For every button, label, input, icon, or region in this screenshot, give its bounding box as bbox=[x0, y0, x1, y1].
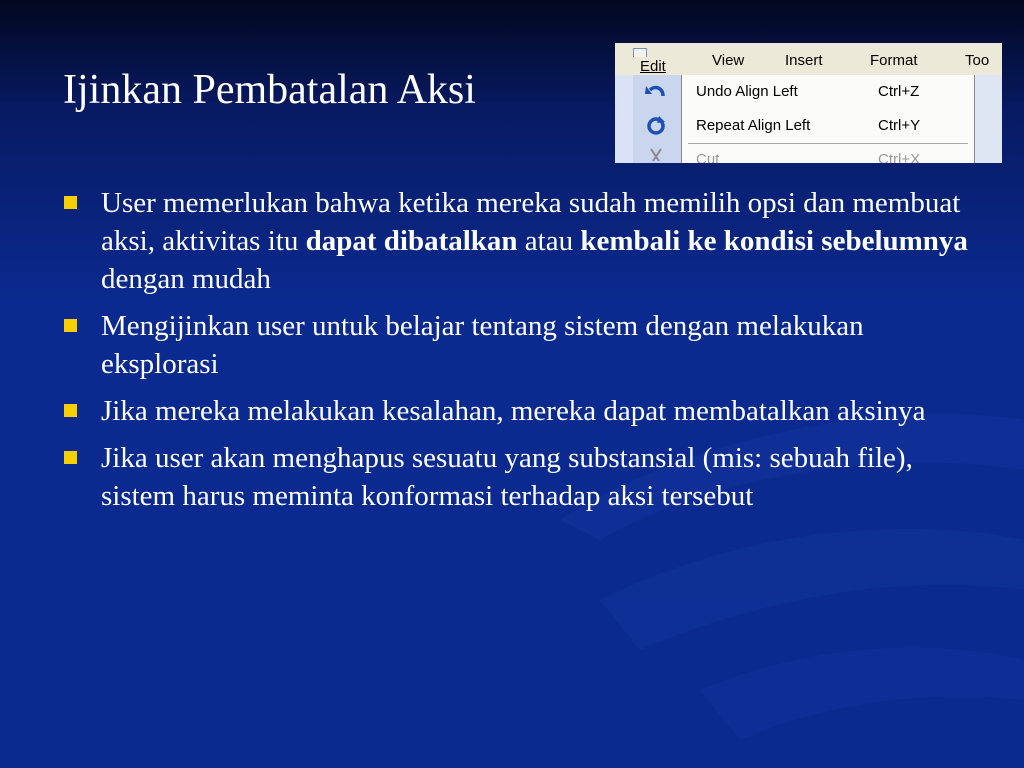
square-bullet-icon bbox=[64, 196, 77, 209]
menu-item-cut: Cut Ctrl+X bbox=[696, 151, 921, 163]
menu-edit: Edit bbox=[633, 48, 647, 57]
square-bullet-icon bbox=[64, 404, 77, 417]
menu-item-undo: Undo Align Left Ctrl+Z bbox=[696, 83, 920, 100]
edit-menu-dropdown bbox=[681, 75, 975, 163]
bullet-item: Mengijinkan user untuk belajar tentang sistem dengan melakukan eksplorasi bbox=[64, 307, 974, 383]
menu-tools: Too bbox=[965, 52, 990, 69]
menu-separator bbox=[688, 143, 968, 144]
scissors-icon bbox=[643, 147, 669, 163]
menu-insert: Insert bbox=[785, 52, 823, 69]
slide-title: Ijinkan Pembatalan Aksi bbox=[63, 67, 476, 113]
bullet-item: Jika mereka melakukan kesalahan, mereka dapat membatalkan aksinya bbox=[64, 392, 974, 430]
menu-bar bbox=[615, 43, 1002, 75]
toolbar-strip-right bbox=[973, 75, 1002, 163]
menu-view: View bbox=[712, 52, 745, 69]
bullet-item: User memerlukan bahwa ketika mereka sudah memilih opsi dan membuat aksi, aktivitas itu dapat dibatalkan atau kembali ke kondisi sebelumnya dengan mudah bbox=[64, 184, 974, 298]
bullet-item: Jika user akan menghapus sesuatu yang substansial (mis: sebuah file), sistem harus meminta konformasi terhadap aksi tersebut bbox=[64, 439, 974, 515]
square-bullet-icon bbox=[64, 451, 77, 464]
word-edit-menu-screenshot bbox=[615, 43, 1002, 163]
undo-icon bbox=[643, 80, 669, 102]
menu-format: Format bbox=[870, 52, 918, 69]
square-bullet-icon bbox=[64, 319, 77, 332]
redo-icon bbox=[643, 114, 669, 136]
bullet-list bbox=[64, 184, 974, 524]
menu-item-repeat: Repeat Align Left Ctrl+Y bbox=[696, 117, 921, 134]
